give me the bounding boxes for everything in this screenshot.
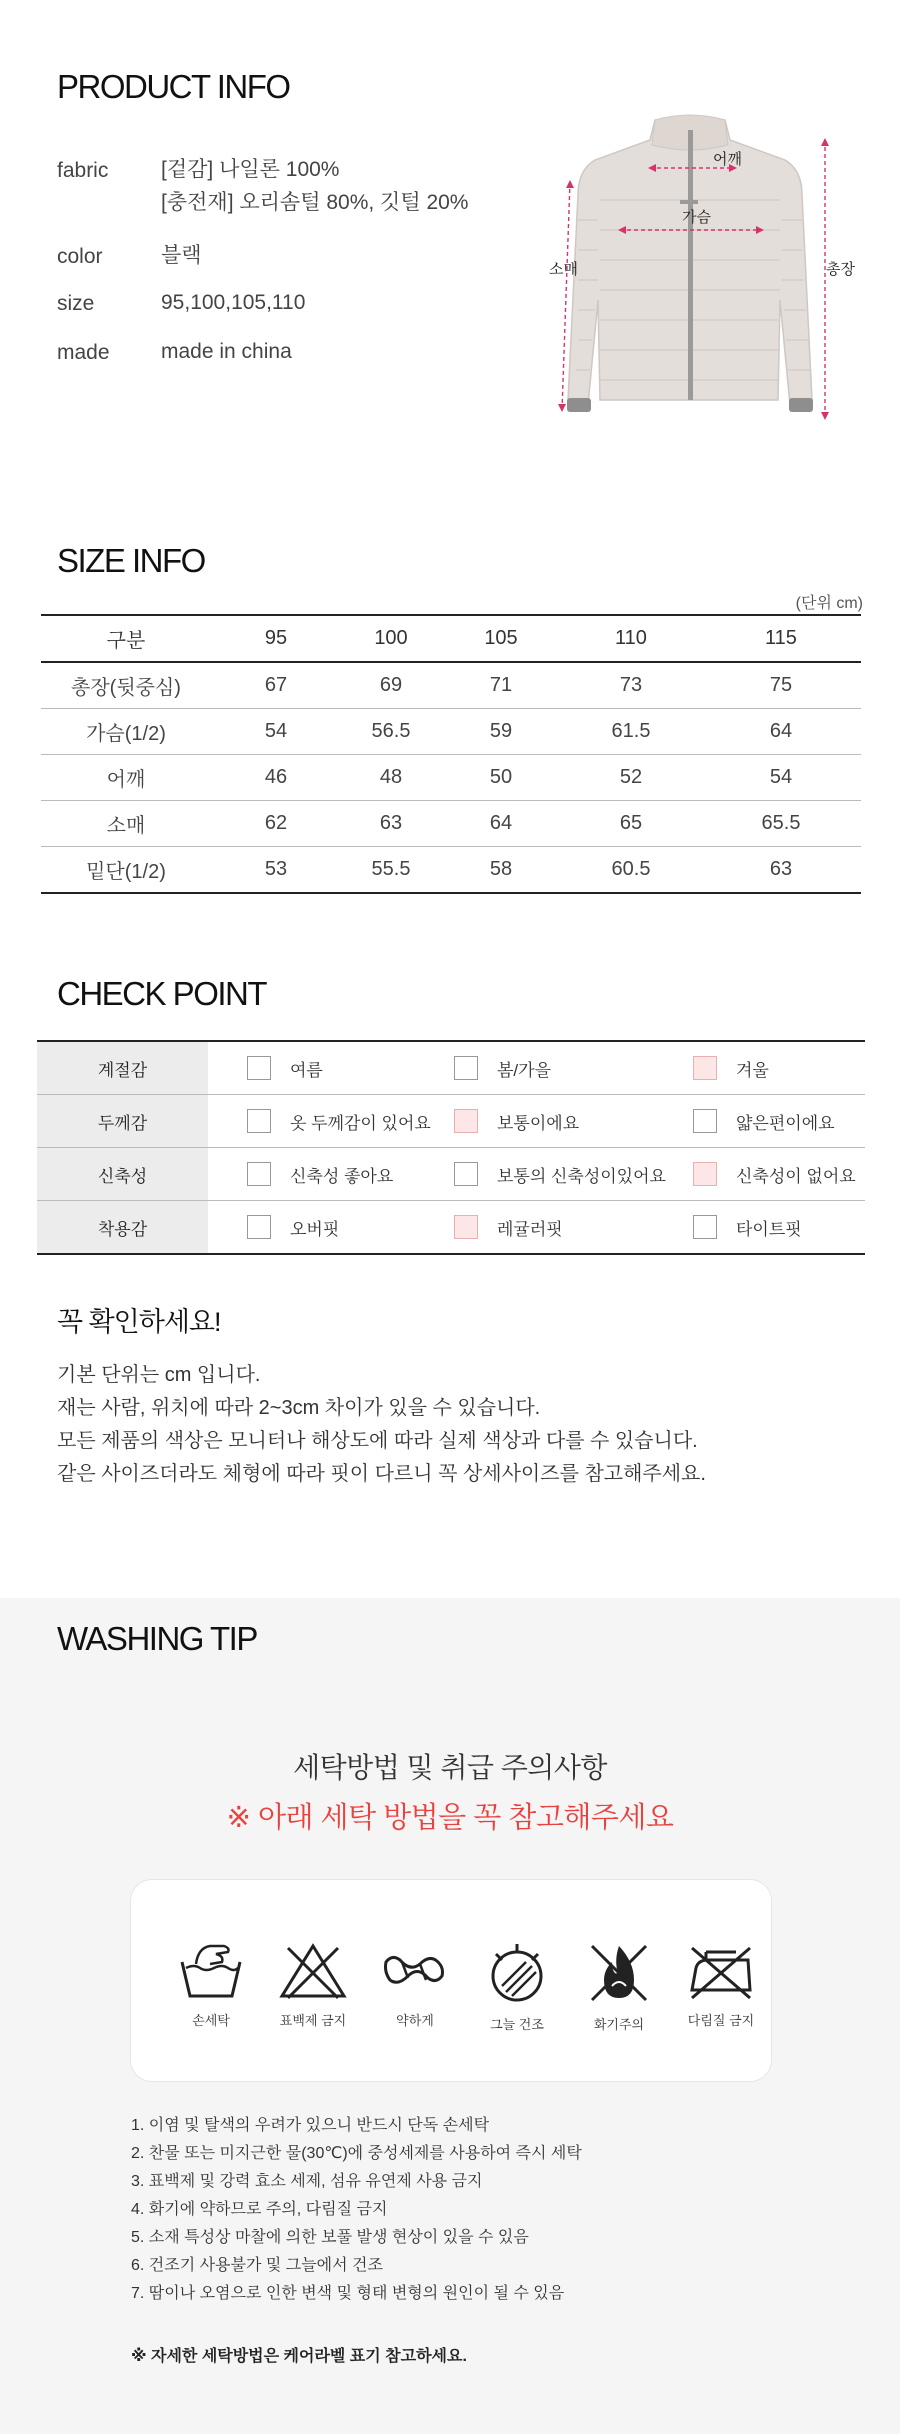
check-option-label: 신축성 좋아요 bbox=[290, 1166, 394, 1186]
washing-tips-list bbox=[131, 2112, 582, 2308]
cuff-right bbox=[789, 398, 813, 412]
size-cell: 48 bbox=[341, 755, 441, 801]
table-row bbox=[41, 847, 861, 894]
info-value bbox=[161, 153, 468, 219]
size-table-header-row bbox=[41, 615, 861, 662]
size-cell: 53 bbox=[211, 847, 341, 894]
gentle-icon bbox=[380, 1942, 450, 2000]
info-label: size bbox=[57, 292, 95, 315]
size-cell: 67 bbox=[211, 662, 341, 709]
size-cell: 46 bbox=[211, 755, 341, 801]
checkbox[interactable] bbox=[454, 1162, 478, 1186]
info-value-line: [겉감] 나일론 100% bbox=[161, 158, 340, 181]
size-row-label: 가슴(1/2) bbox=[41, 709, 211, 755]
wash-label: 약하게 bbox=[396, 2013, 434, 2028]
info-value-line: [충전재] 오리솜털 80%, 깃털 20% bbox=[161, 191, 469, 214]
size-cell: 54 bbox=[211, 709, 341, 755]
check-option[interactable] bbox=[693, 1095, 835, 1147]
shade-dry-icon bbox=[482, 1942, 552, 2004]
checkbox[interactable] bbox=[247, 1056, 271, 1080]
size-row-label: 밑단(1/2) bbox=[41, 847, 211, 894]
check-option-label: 신축성이 없어요 bbox=[736, 1166, 856, 1186]
info-label: fabric bbox=[57, 159, 109, 182]
notice-text bbox=[57, 1359, 706, 1491]
notice-line: 모든 제품의 색상은 모니터나 해상도에 따라 실제 색상과 다를 수 있습니다. bbox=[57, 1430, 698, 1452]
size-cell: 59 bbox=[441, 709, 561, 755]
washing-subtitle: 세탁방법 및 취급 주의사항 bbox=[293, 1752, 607, 1783]
size-header-cell: 구분 bbox=[41, 615, 211, 662]
measure-label-sleeve: 소매 bbox=[549, 261, 578, 278]
wash-label: 화기주의 bbox=[593, 2017, 645, 2032]
no-bleach-icon bbox=[278, 1942, 348, 2000]
table-row bbox=[41, 801, 861, 847]
notice-line: 재는 사람, 위치에 따라 2~3cm 차이가 있을 수 있습니다. bbox=[57, 1397, 541, 1419]
check-option[interactable] bbox=[247, 1042, 323, 1094]
size-cell: 60.5 bbox=[561, 847, 701, 894]
size-cell: 63 bbox=[341, 801, 441, 847]
product-info-title: PRODUCT INFO bbox=[57, 68, 290, 105]
size-header-cell: 95 bbox=[211, 615, 341, 662]
size-cell: 50 bbox=[441, 755, 561, 801]
wash-item-no-iron bbox=[681, 1942, 761, 2029]
size-cell: 73 bbox=[561, 662, 701, 709]
check-option[interactable] bbox=[454, 1095, 579, 1147]
size-cell: 64 bbox=[701, 709, 861, 755]
checkbox-checked[interactable] bbox=[693, 1162, 717, 1186]
notice-line: 같은 사이즈더라도 체형에 따라 핏이 다르니 꼭 상세사이즈를 참고해주세요. bbox=[57, 1463, 706, 1485]
table-row bbox=[41, 662, 861, 709]
size-row-label: 총장(뒷중심) bbox=[41, 662, 211, 709]
check-option[interactable] bbox=[247, 1095, 431, 1147]
no-iron-icon bbox=[686, 1942, 756, 2000]
checkbox-checked[interactable] bbox=[454, 1109, 478, 1133]
info-label: made bbox=[57, 341, 110, 364]
check-option[interactable] bbox=[693, 1201, 802, 1253]
check-option[interactable] bbox=[454, 1148, 666, 1200]
info-value: 95,100,105,110 bbox=[161, 291, 306, 314]
size-cell: 69 bbox=[341, 662, 441, 709]
jacket-illustration bbox=[540, 100, 840, 445]
size-cell: 75 bbox=[701, 662, 861, 709]
check-option[interactable] bbox=[454, 1042, 551, 1094]
info-value: made in china bbox=[161, 340, 292, 363]
check-option-label: 겨울 bbox=[736, 1060, 769, 1080]
notice-title: 꼭 확인하세요! bbox=[57, 1307, 221, 1337]
check-row-stretch bbox=[37, 1148, 865, 1201]
wash-label: 다림질 금지 bbox=[687, 2013, 755, 2028]
check-point-title: CHECK POINT bbox=[57, 975, 267, 1012]
size-cell: 65 bbox=[561, 801, 701, 847]
size-cell: 55.5 bbox=[341, 847, 441, 894]
size-cell: 64 bbox=[441, 801, 561, 847]
notice-line: 기본 단위는 cm 입니다. bbox=[57, 1364, 261, 1386]
info-value: 블랙 bbox=[161, 244, 202, 267]
size-row-label: 소매 bbox=[41, 801, 211, 847]
check-option-label: 레귤러핏 bbox=[497, 1219, 563, 1239]
size-cell: 52 bbox=[561, 755, 701, 801]
check-row-label: 착용감 bbox=[37, 1201, 208, 1253]
measure-label-shoulder: 어깨 bbox=[713, 151, 742, 168]
size-header-cell: 115 bbox=[701, 615, 861, 662]
list-item: 5. 소재 특성상 마찰에 의한 보풀 발생 현상이 있을 수 있음 bbox=[131, 2229, 529, 2246]
size-cell: 71 bbox=[441, 662, 561, 709]
wash-item-hand-wash bbox=[171, 1942, 251, 2029]
size-header-cell: 105 bbox=[441, 615, 561, 662]
list-item: 4. 화기에 약하므로 주의, 다림질 금지 bbox=[131, 2201, 388, 2218]
unit-label: (단위 cm) bbox=[795, 595, 863, 612]
wash-item-shade-dry bbox=[477, 1942, 557, 2033]
flammable-icon bbox=[584, 1942, 654, 2004]
checkbox[interactable] bbox=[247, 1109, 271, 1133]
list-item: 3. 표백제 및 강력 효소 세제, 섬유 유연제 사용 금지 bbox=[131, 2173, 483, 2190]
check-row-label: 두께감 bbox=[37, 1095, 208, 1147]
washing-warning: ※ 아래 세탁 방법을 꼭 참고해주세요 bbox=[226, 1802, 674, 1834]
washing-footnote: ※ 자세한 세탁방법은 케어라벨 표기 참고하세요. bbox=[131, 2348, 467, 2365]
checkbox[interactable] bbox=[247, 1215, 271, 1239]
list-item: 7. 땀이나 오염으로 인한 변색 및 형태 변형의 원인이 될 수 있음 bbox=[131, 2285, 565, 2302]
check-option[interactable] bbox=[247, 1148, 393, 1200]
check-option-label: 보통의 신축성이있어요 bbox=[497, 1166, 666, 1186]
size-cell: 58 bbox=[441, 847, 561, 894]
checkbox-checked[interactable] bbox=[454, 1215, 478, 1239]
measure-label-length: 총장 bbox=[826, 261, 855, 278]
check-option[interactable] bbox=[454, 1201, 563, 1253]
wash-item-no-bleach bbox=[273, 1942, 353, 2029]
cuff-left bbox=[567, 398, 591, 412]
list-item: 1. 이염 및 탈색의 우려가 있으니 반드시 단독 손세탁 bbox=[131, 2117, 490, 2134]
wash-label: 손세탁 bbox=[192, 2013, 230, 2028]
checkbox[interactable] bbox=[693, 1215, 717, 1239]
check-option-label: 오버핏 bbox=[290, 1219, 340, 1239]
info-label: color bbox=[57, 245, 103, 268]
checkbox[interactable] bbox=[454, 1056, 478, 1080]
size-cell: 56.5 bbox=[341, 709, 441, 755]
check-option-label: 타이트핏 bbox=[736, 1219, 802, 1239]
wash-label: 그늘 건조 bbox=[490, 2017, 544, 2032]
size-cell: 63 bbox=[701, 847, 861, 894]
size-header-cell: 100 bbox=[341, 615, 441, 662]
list-item: 6. 건조기 사용불가 및 그늘에서 건조 bbox=[131, 2257, 383, 2274]
check-option[interactable] bbox=[693, 1148, 856, 1200]
size-info-title: SIZE INFO bbox=[57, 542, 205, 579]
check-point-table bbox=[37, 1040, 865, 1255]
checkbox-checked[interactable] bbox=[693, 1056, 717, 1080]
table-row bbox=[41, 755, 861, 801]
check-option-label: 얇은편이에요 bbox=[736, 1113, 835, 1133]
hand-wash-icon bbox=[176, 1942, 246, 2000]
check-option-label: 여름 bbox=[290, 1060, 323, 1080]
size-cell: 65.5 bbox=[701, 801, 861, 847]
size-cell: 54 bbox=[701, 755, 861, 801]
check-row-thickness bbox=[37, 1095, 865, 1148]
check-row-label: 계절감 bbox=[37, 1042, 208, 1094]
washing-title: WASHING TIP bbox=[57, 1620, 257, 1657]
wash-item-flammable bbox=[579, 1942, 659, 2033]
check-option-label: 옷 두께감이 있어요 bbox=[290, 1113, 431, 1133]
check-option-label: 봄/가을 bbox=[497, 1060, 551, 1080]
list-item: 2. 찬물 또는 미지근한 물(30℃)에 중성세제를 사용하여 즉시 세탁 bbox=[131, 2145, 582, 2162]
checkbox[interactable] bbox=[247, 1162, 271, 1186]
size-header-cell: 110 bbox=[561, 615, 701, 662]
check-row-fit bbox=[37, 1201, 865, 1253]
measure-label-chest: 가슴 bbox=[682, 209, 711, 226]
table-row bbox=[41, 709, 861, 755]
check-row-season bbox=[37, 1042, 865, 1095]
size-table bbox=[41, 614, 861, 894]
wash-item-gentle bbox=[375, 1942, 455, 2029]
size-cell: 61.5 bbox=[561, 709, 701, 755]
size-row-label: 어깨 bbox=[41, 755, 211, 801]
wash-label: 표백제 금지 bbox=[279, 2013, 347, 2028]
size-cell: 62 bbox=[211, 801, 341, 847]
check-option-label: 보통이에요 bbox=[497, 1113, 580, 1133]
check-option[interactable] bbox=[693, 1042, 769, 1094]
washing-icons-card bbox=[130, 1879, 772, 2082]
check-row-label: 신축성 bbox=[37, 1148, 208, 1200]
check-option[interactable] bbox=[247, 1201, 339, 1253]
checkbox[interactable] bbox=[693, 1109, 717, 1133]
